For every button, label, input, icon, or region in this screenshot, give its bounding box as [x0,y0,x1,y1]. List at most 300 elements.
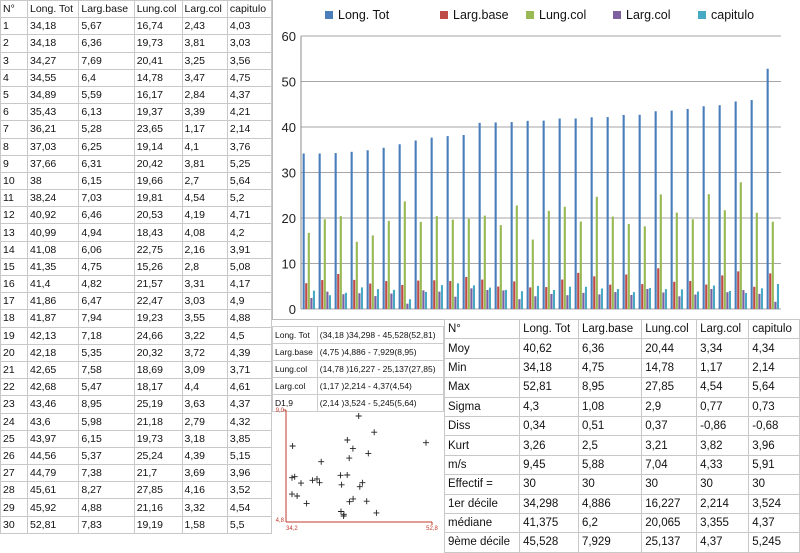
scatter-point [357,484,363,490]
bar [745,293,747,309]
bar [687,109,689,309]
bar [575,118,577,309]
bar [335,153,337,309]
y-tick-label: 20 [281,211,296,226]
bar [671,111,673,309]
table-cell: 21,7 [134,465,182,482]
table-cell: 3,03 [182,293,227,310]
stats-cell: 20,44 [642,339,697,358]
stats-cell: 2,214 [697,494,749,513]
scatter-point [347,499,353,505]
stats-cell: 4,54 [697,378,749,397]
table-cell: 27 [1,465,28,482]
table-cell: 25,24 [134,447,182,464]
stats-cell: 3,524 [749,494,800,513]
stats-cell: médiane [445,513,520,532]
bar [577,273,579,309]
bar [385,281,387,309]
bar [468,219,470,309]
bar [532,240,534,309]
stats-header-cell: Larg.col [697,320,749,339]
legend-swatch [526,11,534,19]
table-cell: 5,28 [79,121,134,138]
table-row [1,86,272,103]
table-cell: 44,56 [28,447,79,464]
range-cell: Larg.col [273,378,318,395]
bar [438,292,440,309]
table-cell: 8,27 [79,482,134,499]
stats-cell: 7,929 [578,533,641,552]
bar [369,284,371,309]
table-cell: 3,85 [227,430,271,447]
scatter-point [350,446,356,452]
bar [703,106,705,309]
bar [340,216,342,309]
range-row [273,327,444,344]
scatter-point [359,480,365,486]
stats-cell: 40,62 [520,339,579,358]
bar [737,271,739,309]
legend-label: Lung.col [539,8,587,22]
bar [582,293,584,309]
bar [761,288,763,309]
table-cell: 3,52 [227,482,271,499]
table-row [1,447,272,464]
bar [617,289,619,309]
stats-cell: 3,34 [697,339,749,358]
stats-cell: Sigma [445,397,520,416]
stats-row [445,513,800,532]
bar [529,287,531,309]
table-cell: 18 [1,310,28,327]
bar [324,219,326,309]
table-cell: 4,17 [227,276,271,293]
x-axis-max-label: 52,8 [426,526,438,532]
table-cell: 20,32 [134,344,182,361]
bar [342,294,344,309]
table-cell: 42,65 [28,361,79,378]
table-cell: 19,66 [134,172,182,189]
y-tick-label: 50 [281,74,296,90]
bar [425,292,427,309]
bar [401,285,403,309]
bar [505,290,507,309]
table-cell: 52,81 [28,516,79,533]
table-cell: 12 [1,207,28,224]
table-cell: 3,18 [182,430,227,447]
table-cell: 43,6 [28,413,79,430]
table-row [1,516,272,533]
table-cell: 3,91 [227,241,271,258]
table-cell: 4,9 [227,293,271,310]
table-cell: 6,06 [79,241,134,258]
bar [548,211,550,309]
table-cell: 22,75 [134,241,182,258]
table-cell: 18,43 [134,224,182,241]
table-cell: 4,88 [227,310,271,327]
table-cell: 3,32 [182,499,227,516]
bar [657,268,659,309]
table-cell: 41,08 [28,241,79,258]
scatter-point [356,413,362,419]
stats-row [445,378,800,397]
stats-cell: 7,04 [642,455,697,474]
range-cell: Larg.base [273,344,318,361]
stats-cell: 2,5 [578,436,641,455]
table-cell: 19,23 [134,310,182,327]
bar [393,290,395,309]
bar [399,144,401,309]
stats-table [444,319,800,553]
bar [527,121,529,309]
table-cell: 34,55 [28,69,79,86]
bar [337,274,339,309]
bar [649,288,651,309]
table-row [1,224,272,241]
bar [598,294,600,309]
bar [697,291,699,309]
table-cell: 14 [1,241,28,258]
table-cell: 16,74 [134,18,182,35]
bar [740,182,742,309]
bar [564,207,566,309]
bar [449,281,451,309]
bar [463,135,465,309]
table-cell: 20,53 [134,207,182,224]
stats-cell: 0,73 [749,397,800,416]
table-row [1,18,272,35]
bar [614,292,616,309]
table-cell: 25,19 [134,396,182,413]
table-cell: 38,24 [28,190,79,207]
stats-cell: 1er décile [445,494,520,513]
table-cell: 24,66 [134,327,182,344]
table-cell: 6,15 [79,430,134,447]
stats-cell: 8,95 [578,378,641,397]
table-cell: 8,95 [79,396,134,413]
table-row [1,155,272,172]
scatter-point [371,429,377,435]
scatter-point [304,500,310,506]
bar [319,153,321,309]
table-cell: 41,87 [28,310,79,327]
bar [678,296,680,309]
table-header-cell: capitulo [227,1,271,18]
bar [550,294,552,309]
range-cell: Lung.col [273,361,318,378]
bar [518,299,520,309]
bar [372,235,374,309]
table-row [1,413,272,430]
table-header-cell: Long. Tot [28,1,79,18]
table-cell: 34,18 [28,35,79,52]
bar [404,201,406,309]
table-cell: 37,03 [28,138,79,155]
table-cell: 24 [1,413,28,430]
bar [566,295,568,309]
stats-cell: 30 [749,475,800,494]
table-cell: 7,03 [79,190,134,207]
table-cell: 15 [1,258,28,275]
stats-cell: Kurt [445,436,520,455]
table-cell: 4,37 [227,86,271,103]
bar [596,197,598,309]
bar [641,284,643,309]
table-cell: 6,47 [79,293,134,310]
table-row [1,121,272,138]
table-cell: 5,2 [227,190,271,207]
bar [655,111,657,309]
bar [665,289,667,309]
table-cell: 4,61 [227,379,271,396]
bar [758,294,760,309]
table-cell: 7,83 [79,516,134,533]
stats-row [445,358,800,377]
table-cell: 5 [1,86,28,103]
bar [607,117,609,309]
stats-cell: 5,64 [749,378,800,397]
table-cell: 2,84 [182,86,227,103]
stats-header-cell: N° [445,320,520,339]
table-cell: 44,79 [28,465,79,482]
bar [735,101,737,309]
stats-cell: 1,17 [697,358,749,377]
bar [719,105,721,309]
stats-row [445,436,800,455]
stats-cell: 9,45 [520,455,579,474]
bar [516,205,518,309]
stats-cell: 4,75 [578,358,641,377]
table-cell: 6,31 [79,155,134,172]
stats-cell: 3,355 [697,513,749,532]
bar [767,69,769,309]
bar [351,152,353,309]
table-cell: 1 [1,18,28,35]
bar [454,297,456,309]
bar [609,285,611,309]
stats-row [445,455,800,474]
table-header-cell: Larg.base [79,1,134,18]
bar [452,220,454,309]
stats-cell: Min [445,358,520,377]
bar [353,280,355,309]
bar [345,293,347,309]
bar [470,288,472,309]
table-cell: 4,39 [227,344,271,361]
table-cell: 28 [1,482,28,499]
table-row [1,465,272,482]
bar [447,136,449,309]
table-row [1,52,272,69]
table-cell: 26 [1,447,28,464]
table-cell: 7,38 [79,465,134,482]
bar [742,290,744,309]
table-cell: 30 [1,516,28,533]
stats-cell: 34,298 [520,494,579,513]
scatter-point [423,440,429,446]
table-cell: 45,61 [28,482,79,499]
table-cell: 4,32 [227,413,271,430]
stats-cell: 30 [642,475,697,494]
bar [497,287,499,309]
table-cell: 37,66 [28,155,79,172]
bar [689,281,691,309]
table-cell: 25 [1,430,28,447]
stats-row [445,339,800,358]
table-cell: 6 [1,104,28,121]
bar [639,115,641,309]
table-cell: 10 [1,172,28,189]
bar [625,275,627,309]
scatter-point [318,459,324,465]
table-cell: 4,5 [227,327,271,344]
table-cell: 41,35 [28,258,79,275]
table-cell: 22,47 [134,293,182,310]
table-cell: 22 [1,379,28,396]
table-cell: 35,43 [28,104,79,121]
bar [628,224,630,309]
table-cell: 4,19 [182,207,227,224]
table-cell: 3,39 [182,104,227,121]
table-cell: 6,4 [79,69,134,86]
table-cell: 4 [1,69,28,86]
table-cell: 4,37 [227,396,271,413]
bar [630,295,632,309]
table-cell: 1,58 [182,516,227,533]
table-cell: 2,8 [182,258,227,275]
stats-cell: 1,08 [578,397,641,416]
range-row [273,344,444,361]
bar [374,296,376,309]
bar [521,291,523,309]
table-cell: 6,15 [79,172,134,189]
table-row [1,276,272,293]
table-cell: 20,41 [134,52,182,69]
table-cell: 4,16 [182,482,227,499]
table-row [1,69,272,86]
table-cell: 3,25 [182,52,227,69]
table-cell: 42,18 [28,344,79,361]
table-cell: 23 [1,396,28,413]
table-cell: 41,4 [28,276,79,293]
table-cell: 5,37 [79,447,134,464]
bar [726,292,728,309]
table-header-cell: N° [1,1,28,18]
table-cell: 4,82 [79,276,134,293]
stats-cell: 3,82 [697,436,749,455]
stats-cell: 0,51 [578,416,641,435]
table-cell: 7 [1,121,28,138]
bar [409,299,411,309]
legend-swatch [698,11,706,19]
table-cell: 21,16 [134,499,182,516]
range-cell: D1,9 [273,395,318,412]
range-cell: (1,17 )2,214 - 4,37(4,54) [317,378,443,395]
table-cell: 3,81 [182,35,227,52]
table-cell: 2 [1,35,28,52]
scatter-point [344,437,350,443]
bar [481,280,483,309]
table-cell: 43,97 [28,430,79,447]
bar [585,287,587,309]
scatter-point [344,472,350,478]
stats-cell: 14,78 [642,358,697,377]
table-cell: 13 [1,224,28,241]
bar [329,295,331,309]
table-cell: 16 [1,276,28,293]
stats-cell: Moy [445,339,520,358]
table-cell: 36,21 [28,121,79,138]
table-row [1,104,272,121]
scatter-point [298,480,304,486]
bar [676,213,678,309]
bar [473,285,475,309]
table-cell: 5,08 [227,258,271,275]
bar [660,194,662,309]
bar [321,280,323,309]
table-cell: 3,47 [182,69,227,86]
stats-cell: 2,9 [642,397,697,416]
range-cell: (14,78 )16,227 - 25,137(27,85) [317,361,443,378]
table-cell: 7,69 [79,52,134,69]
bar [441,285,443,309]
stats-cell: 2,14 [749,358,800,377]
table-cell: 7,94 [79,310,134,327]
table-cell: 4,75 [79,258,134,275]
bar [774,302,776,309]
range-cell: (4,75 )4,886 - 7,929(8,95) [317,344,443,361]
table-cell: 4,08 [182,224,227,241]
bar [367,150,369,309]
table-cell: 3,96 [227,465,271,482]
table-cell: 5,67 [79,18,134,35]
scatter-point [339,482,345,488]
bar [756,213,758,309]
table-cell: 2,16 [182,241,227,258]
y-axis-max-label: 9,0 [275,408,284,414]
table-cell: 1,17 [182,121,227,138]
stats-cell: 3,26 [520,436,579,455]
bar [777,284,779,309]
stats-cell: 20,065 [642,513,697,532]
bar [308,233,310,309]
bar [431,138,433,309]
bar [436,216,438,309]
bar [502,290,504,309]
bar [580,222,582,310]
table-cell: 3 [1,52,28,69]
stats-cell: 0,34 [520,416,579,435]
bar [390,294,392,309]
table-header-cell: Larg.col [182,1,227,18]
bar [543,121,545,309]
table-cell: 4,03 [227,18,271,35]
table-row [1,35,272,52]
table-cell: 17 [1,293,28,310]
bar [383,148,385,309]
table-cell: 19,14 [134,138,182,155]
table-row [1,241,272,258]
scatter-point [373,510,379,516]
table-cell: 41,86 [28,293,79,310]
y-tick-label: 30 [281,165,296,181]
stats-cell: 27,85 [642,378,697,397]
table-cell: 2,7 [182,172,227,189]
legend-label: Larg.base [453,8,509,22]
bar [534,296,536,309]
stats-cell: 4,37 [749,513,800,532]
table-cell: 5,59 [79,86,134,103]
